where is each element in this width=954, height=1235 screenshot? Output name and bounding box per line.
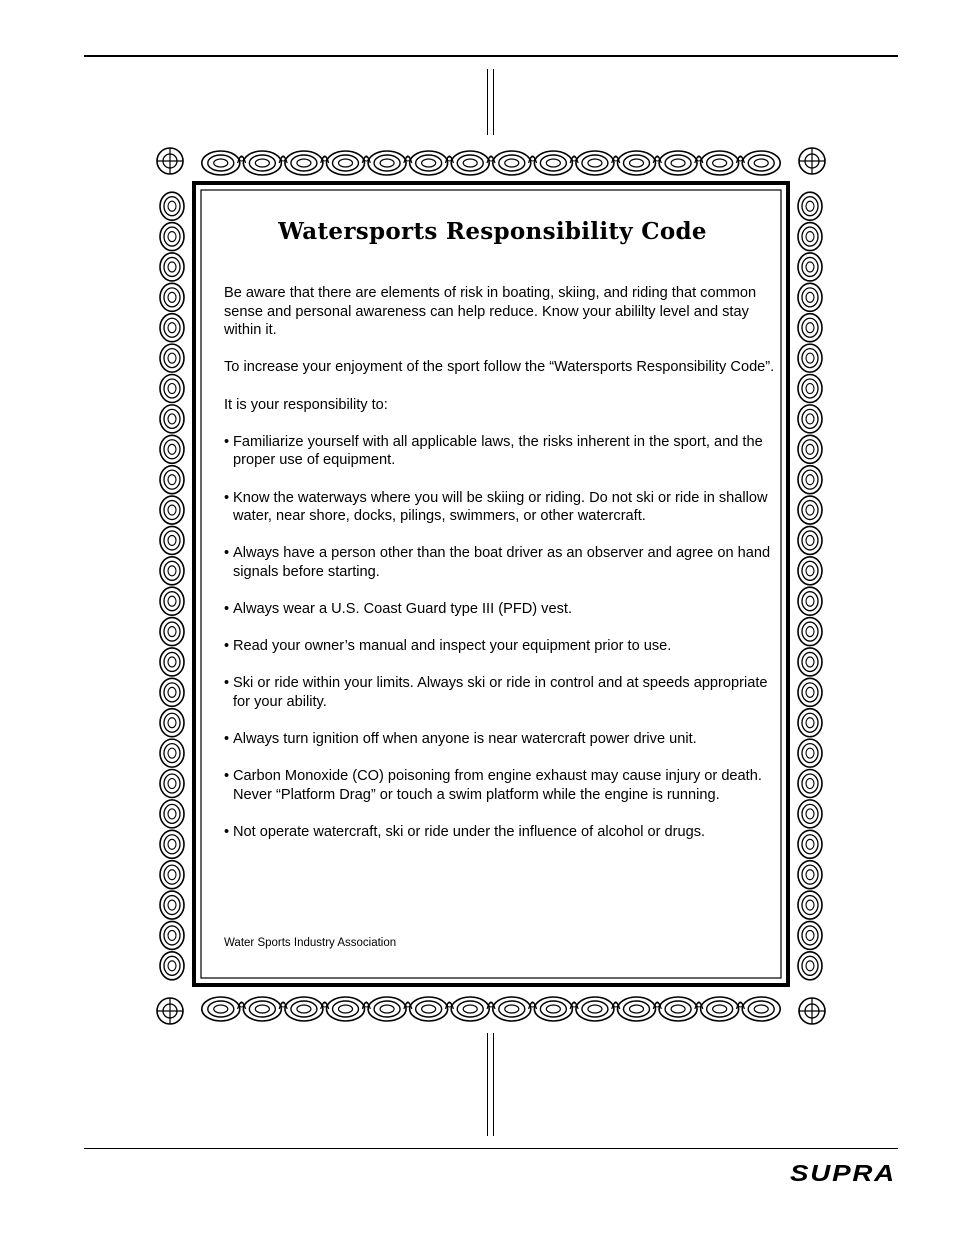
list-item-text: Always turn ignition off when anyone is near watercraft power drive unit.: [233, 731, 697, 748]
code-panel: [200, 190, 785, 978]
bullet-icon: •: [224, 601, 230, 618]
list-item: [224, 767, 780, 804]
list-item-text: Ski or ride within your limits. Always ski or ride in control and at speeds appropriate for your ability.: [233, 675, 768, 711]
bullet-icon: •: [224, 768, 230, 785]
list-item-text: Familiarize yourself with all applicable laws, the risks inherent in the sport, and the proper use of equipment.: [233, 433, 763, 469]
bullet-icon: •: [224, 824, 230, 841]
bullet-icon: •: [224, 675, 230, 692]
list-item: [224, 637, 780, 656]
list-item-text: Know the waterways where you will be skiing or riding. Do not ski or ride in shallow water, near shore, docks, pilings, swimmers, or other watercraft.: [233, 489, 768, 525]
supra-logo: [788, 1160, 900, 1184]
list-item: [224, 730, 780, 749]
center-double-line-bottom: [487, 1033, 494, 1136]
document-body: [224, 284, 780, 860]
bullet-icon: •: [224, 489, 230, 506]
bullet-icon: •: [224, 433, 230, 450]
list-item-text: Read your owner’s manual and inspect your equipment prior to use.: [233, 638, 672, 655]
code-paragraph: To increase your enjoyment of the sport follow the “Watersports Responsibility Code”.: [224, 359, 775, 376]
list-item: [224, 544, 780, 581]
document-title: Watersports Responsibility Code: [278, 218, 707, 245]
list-item-text: Carbon Monoxide (CO) poisoning from engine exhaust may cause injury or death. Never “Platform Drag” or touch a swim platform while the engine is running.: [233, 768, 762, 804]
list-item-text: Not operate watercraft, ski or ride under the influence of alcohol or drugs.: [233, 824, 706, 841]
list-item: [224, 600, 780, 619]
list-item: [224, 823, 780, 842]
list-item-text: Always have a person other than the boat driver as an observer and agree on hand signals before starting.: [233, 545, 771, 580]
bullet-icon: •: [224, 638, 230, 655]
bullet-icon: •: [224, 731, 230, 748]
responsibility-list: [224, 433, 780, 842]
list-item: [224, 433, 780, 470]
center-double-line-top: [487, 69, 494, 135]
header-rule: [84, 55, 898, 57]
list-item: [224, 489, 780, 526]
supra-logo-text: SUPRA: [790, 1160, 896, 1184]
responsibility-lead: It is your responsibility to:: [224, 396, 388, 413]
list-item-text: Always wear a U.S. Coast Guard type III (PFD) vest.: [233, 601, 573, 618]
association-credit: Water Sports Industry Association: [224, 937, 397, 949]
list-item: [224, 674, 780, 711]
bullet-icon: •: [224, 545, 230, 562]
footer-rule: [84, 1148, 898, 1149]
intro-paragraph: Be aware that there are elements of risk in boating, skiing, and riding that common sense and personal awareness can help reduce. Know your abililty level and stay within it.: [224, 285, 757, 339]
